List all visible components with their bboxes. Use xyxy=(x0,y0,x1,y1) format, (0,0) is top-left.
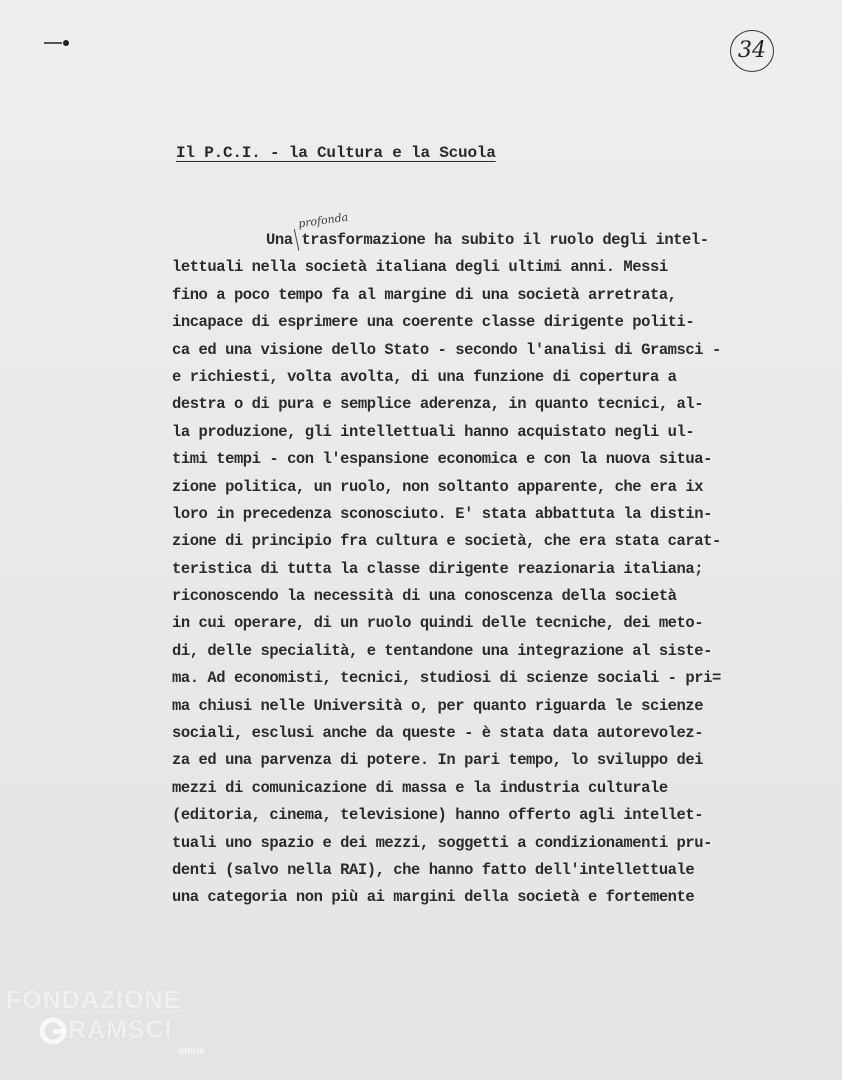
text-line: riconoscendo la necessità di una conoscenza della società xyxy=(172,587,677,606)
text-line: destra o di pura e semplice aderenza, in quanto tecnici, al- xyxy=(172,395,704,414)
text-line: ca ed una visione dello Stato - secondo l'analisi di Gramsci - xyxy=(172,340,721,359)
text-line: zione di principio fra cultura e società, che era stata carat- xyxy=(172,532,721,551)
gramsci-g-logo-icon xyxy=(38,1016,68,1046)
punch-line xyxy=(44,42,62,44)
body-text xyxy=(172,227,802,912)
text-line: loro in precedenza sconosciuto. E' stata abbattuta la distin- xyxy=(172,504,712,523)
text-line: lettuali nella società italiana degli ultimi anni. Messi xyxy=(172,258,668,277)
text-line: (editoria, cinema, televisione) hanno offerto agli intellet- xyxy=(172,806,704,825)
text-line: sociali, esclusi anche da queste - è stata data autorevolez- xyxy=(172,724,704,743)
text-line: zione politica, un ruolo, non soltanto apparente, che era ix xyxy=(172,477,704,496)
text-line: in cui operare, di un ruolo quindi delle tecniche, dei meto- xyxy=(172,614,704,633)
text-line: incapace di esprimere una coerente classe dirigente politi- xyxy=(172,313,695,332)
text-line: za ed una parvenza di potere. In pari tempo, lo sviluppo dei xyxy=(172,751,704,770)
text-line: la produzione, gli intellettuali hanno acquistato negli ul- xyxy=(172,422,695,441)
text-line: Una trasformazione ha subito il ruolo degli intel- xyxy=(266,231,709,249)
punch-dot xyxy=(63,40,69,46)
text-line: fino a poco tempo fa al margine di una società arretrata, xyxy=(172,285,677,304)
margin-punch-mark xyxy=(44,41,70,45)
text-line: teristica di tutta la classe dirigente reazionaria italiana; xyxy=(172,559,704,578)
watermark-line-3: onlus xyxy=(178,1046,205,1057)
document-title: Il P.C.I. - la Cultura e la Scuola xyxy=(176,144,496,162)
text-line: timi tempi - con l'espansione economica e con la nuova situa- xyxy=(172,450,712,469)
watermark-line-2: RAMSCI xyxy=(68,1016,173,1044)
fondazione-gramsci-watermark xyxy=(6,986,226,1076)
text-line: mezzi di comunicazione di massa e la industria culturale xyxy=(172,778,668,797)
text-line: tuali uno spazio e dei mezzi, soggetti a condizionamenti pru- xyxy=(172,833,712,852)
handwritten-annotation: profonda xyxy=(297,210,349,231)
text-line: ma chiusi nelle Università o, per quanto riguarda le scienze xyxy=(172,696,704,715)
text-line: una categoria non più ai margini della società e fortemente xyxy=(172,888,695,907)
text-line: ma. Ad economisti, tecnici, studiosi di scienze sociali - pri= xyxy=(172,669,721,688)
text-line: e richiesti, volta avolta, di una funzione di copertura a xyxy=(172,367,677,386)
page-number-circled: 34 xyxy=(730,30,774,72)
text-line: di, delle specialità, e tentandone una integrazione al siste- xyxy=(172,641,712,660)
text-line: denti (salvo nella RAI), che hanno fatto dell'intellettuale xyxy=(172,860,695,879)
watermark-line-1: FONDAZIONE xyxy=(6,986,182,1014)
